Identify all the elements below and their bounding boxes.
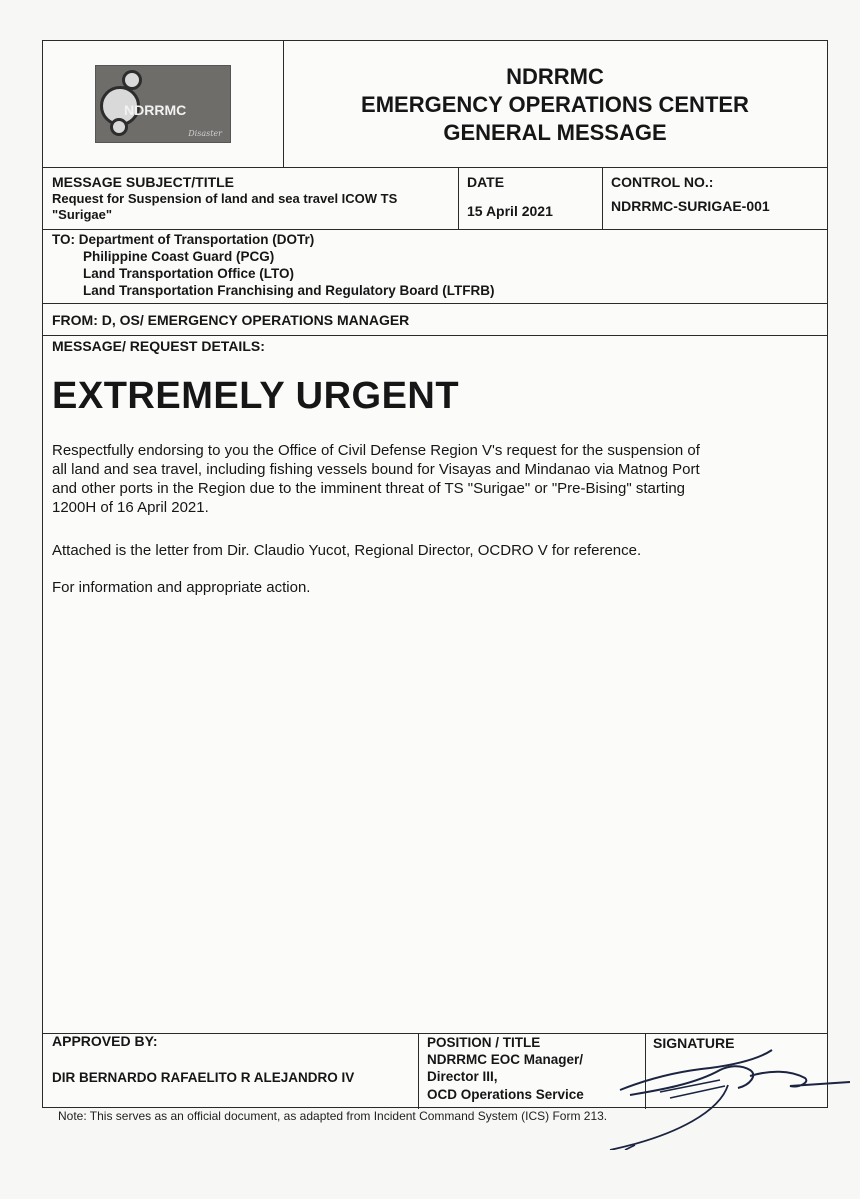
divider bbox=[43, 167, 827, 168]
divider bbox=[43, 1033, 827, 1034]
from-line: FROM: D, OS/ EMERGENCY OPERATIONS MANAGER bbox=[52, 312, 410, 328]
position-line: OCD Operations Service bbox=[427, 1087, 584, 1102]
logo-text: NDRRMC bbox=[124, 102, 187, 118]
details-paragraph bbox=[52, 441, 812, 517]
divider bbox=[43, 335, 827, 336]
title-line: NDRRMC bbox=[506, 64, 604, 89]
to-line: Land Transportation Office (LTO) bbox=[83, 266, 295, 281]
paragraph-line: and other ports in the Region due to the imminent threat of TS "Surigae" or "Pre-Bising" starting bbox=[52, 480, 686, 497]
divider bbox=[43, 303, 827, 304]
paragraph-line: Respectfully endorsing to you the Office of Civil Defense Region V's request for the suspension of bbox=[52, 442, 700, 459]
closing-paragraph: For information and appropriate action. bbox=[52, 579, 311, 596]
header-title bbox=[283, 63, 827, 147]
divider bbox=[43, 229, 827, 230]
divider bbox=[458, 167, 459, 229]
to-line: TO: Department of Transportation (DOTr) bbox=[52, 232, 315, 247]
subject-value: Request for Suspension of land and sea travel ICOW TS "Surigae" bbox=[52, 191, 398, 222]
handwritten-signature bbox=[600, 1040, 850, 1150]
position-label: POSITION / TITLE bbox=[427, 1035, 541, 1050]
title-line: GENERAL MESSAGE bbox=[443, 120, 667, 145]
divider bbox=[602, 167, 603, 229]
date-value: 15 April 2021 bbox=[467, 203, 553, 219]
attachment-paragraph: Attached is the letter from Dir. Claudio Yucot, Regional Director, OCDRO V for reference. bbox=[52, 542, 642, 559]
ndrrmc-logo bbox=[95, 65, 231, 143]
title-line: EMERGENCY OPERATIONS CENTER bbox=[361, 92, 749, 117]
to-line: Land Transportation Franchising and Regulatory Board (LTFRB) bbox=[83, 283, 495, 298]
subject-label: MESSAGE SUBJECT/TITLE bbox=[52, 174, 235, 190]
general-message-form bbox=[42, 40, 828, 1108]
logo-dot-icon bbox=[110, 118, 128, 136]
paragraph-line: 1200H of 16 April 2021. bbox=[52, 499, 209, 516]
paragraph-line: all land and sea travel, including fishing vessels bound for Visayas and Mindanao via Matnog Port bbox=[52, 461, 700, 478]
control-label: CONTROL NO.: bbox=[611, 174, 714, 190]
logo-subtext: Disaster bbox=[188, 129, 222, 138]
to-line: Philippine Coast Guard (PCG) bbox=[83, 249, 275, 264]
logo-dot-icon bbox=[122, 70, 142, 90]
footer-note: Note: This serves as an official document, as adapted from Incident Command System (ICS) Form 213. bbox=[58, 1109, 608, 1123]
signature-label: SIGNATURE bbox=[653, 1035, 735, 1051]
date-label: DATE bbox=[467, 174, 505, 190]
position-line: NDRRMC EOC Manager/ bbox=[427, 1052, 584, 1067]
approved-label: APPROVED BY: bbox=[52, 1033, 158, 1049]
urgency-heading: EXTREMELY URGENT bbox=[52, 375, 460, 417]
details-label: MESSAGE/ REQUEST DETAILS: bbox=[52, 338, 265, 354]
control-value: NDRRMC-SURIGAE-001 bbox=[611, 198, 770, 214]
position-line: Director III, bbox=[427, 1069, 498, 1084]
approver-name: DIR BERNARDO RAFAELITO R ALEJANDRO IV bbox=[52, 1070, 355, 1085]
divider bbox=[418, 1033, 419, 1109]
